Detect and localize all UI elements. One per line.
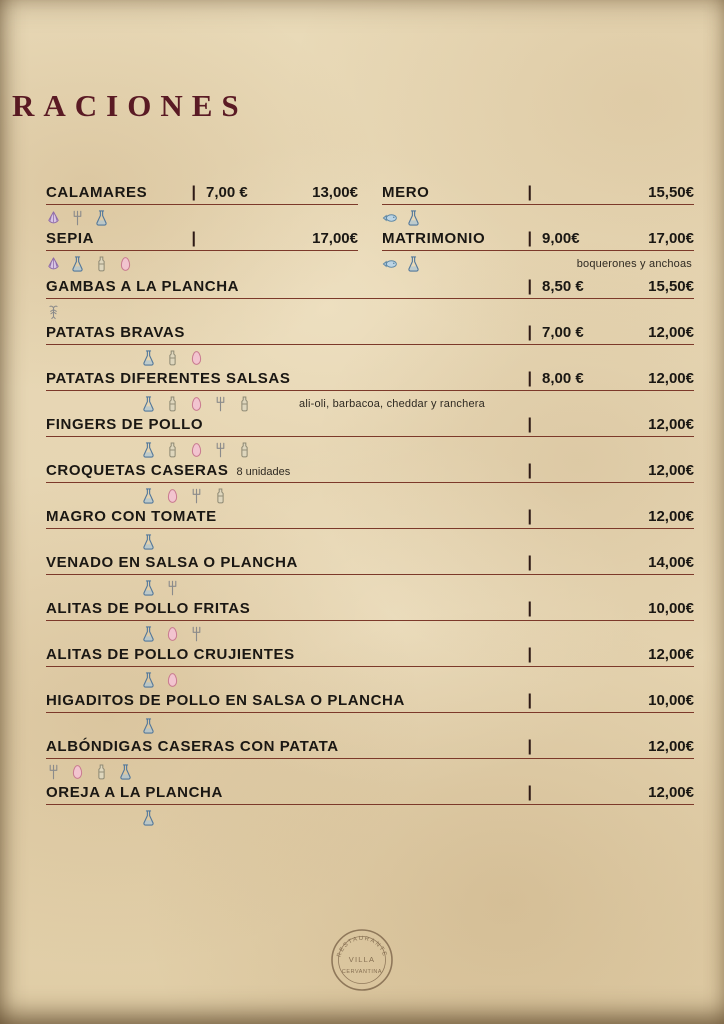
item-prices bbox=[528, 554, 694, 571]
fork-icon bbox=[189, 487, 204, 505]
menu-item bbox=[46, 784, 694, 827]
underline-rule bbox=[46, 482, 694, 483]
price-separator: | bbox=[527, 324, 532, 341]
shell-icon bbox=[46, 255, 61, 273]
egg-icon bbox=[165, 487, 180, 505]
allergen-icons bbox=[382, 254, 694, 273]
item-line bbox=[46, 784, 694, 801]
item-name-group bbox=[46, 738, 339, 755]
price-full: 12,00€ bbox=[648, 324, 694, 341]
item-name: MERO bbox=[382, 184, 430, 201]
underline-rule bbox=[46, 574, 694, 575]
stamp-text-bottom: CERVANTINA bbox=[341, 969, 383, 975]
flask-icon bbox=[118, 763, 133, 781]
flask-icon bbox=[406, 209, 421, 227]
item-prices bbox=[528, 462, 694, 479]
menu-item bbox=[46, 646, 694, 689]
fork-icon bbox=[213, 441, 228, 459]
item-prices bbox=[528, 324, 694, 341]
egg-icon bbox=[118, 255, 133, 273]
item-name-group bbox=[46, 646, 295, 663]
price-separator: | bbox=[527, 646, 532, 663]
item-line bbox=[46, 508, 694, 525]
price-full: 17,00€ bbox=[648, 230, 694, 247]
item-name-group bbox=[382, 230, 485, 247]
item-line bbox=[46, 646, 694, 663]
menu-item bbox=[46, 184, 358, 227]
item-prices bbox=[192, 230, 358, 247]
page-title: RACIONES bbox=[12, 88, 248, 123]
price-full: 15,50€ bbox=[648, 184, 694, 201]
flask-icon bbox=[406, 255, 421, 273]
item-name-group bbox=[46, 230, 94, 247]
item-name: ALITAS DE POLLO CRUJIENTES bbox=[46, 646, 295, 663]
item-name: CALAMARES bbox=[46, 184, 148, 201]
flask-icon bbox=[70, 255, 85, 273]
item-line bbox=[46, 370, 694, 387]
item-unit-note: 8 unidades bbox=[236, 466, 291, 478]
egg-icon bbox=[165, 625, 180, 643]
bottle-icon bbox=[237, 395, 252, 413]
price-separator: | bbox=[527, 230, 532, 247]
item-note: ali-oli, barbacoa, cheddar y ranchera bbox=[299, 397, 485, 410]
price-full: 10,00€ bbox=[648, 692, 694, 709]
menu-item bbox=[382, 230, 694, 273]
item-name-group bbox=[46, 784, 223, 801]
bottle-icon bbox=[165, 349, 180, 367]
flask-icon bbox=[141, 395, 156, 413]
egg-icon bbox=[189, 349, 204, 367]
item-name-group bbox=[46, 184, 147, 201]
allergen-icons bbox=[46, 578, 694, 597]
allergen-icons bbox=[46, 394, 694, 413]
item-line bbox=[46, 230, 358, 247]
item-name: PATATAS DIFERENTES SALSAS bbox=[46, 370, 291, 387]
menu-item bbox=[46, 370, 694, 413]
item-prices bbox=[528, 278, 694, 295]
item-prices bbox=[528, 600, 694, 617]
item-name: SEPIA bbox=[46, 230, 95, 247]
underline-rule bbox=[382, 204, 694, 205]
item-prices bbox=[528, 184, 694, 201]
menu-item bbox=[46, 230, 358, 273]
allergen-icons bbox=[46, 348, 694, 367]
price-separator: | bbox=[527, 600, 532, 617]
underline-rule bbox=[46, 344, 694, 345]
item-name: FINGERS DE POLLO bbox=[46, 416, 204, 433]
price-separator: | bbox=[191, 230, 196, 247]
lobster-icon bbox=[46, 303, 61, 321]
price-full: 12,00€ bbox=[648, 508, 694, 525]
price-half: 7,00 € bbox=[542, 324, 584, 341]
underline-rule bbox=[46, 250, 358, 251]
flask-icon bbox=[141, 349, 156, 367]
item-line bbox=[46, 184, 358, 201]
restaurant-stamp bbox=[330, 928, 394, 997]
egg-icon bbox=[189, 441, 204, 459]
price-full: 17,00€ bbox=[312, 230, 358, 247]
item-name-group bbox=[46, 692, 405, 709]
underline-rule bbox=[382, 250, 694, 251]
egg-icon bbox=[165, 671, 180, 689]
fork-icon bbox=[70, 209, 85, 227]
menu-content bbox=[0, 184, 724, 827]
underline-rule bbox=[46, 804, 694, 805]
menu-item bbox=[46, 600, 694, 643]
flask-icon bbox=[141, 625, 156, 643]
item-name: VENADO EN SALSA O PLANCHA bbox=[46, 554, 298, 571]
menu-column-left bbox=[46, 184, 358, 276]
underline-rule bbox=[46, 758, 694, 759]
price-full: 12,00€ bbox=[648, 738, 694, 755]
underline-rule bbox=[46, 528, 694, 529]
menu-item bbox=[46, 462, 694, 505]
fish-icon bbox=[382, 209, 397, 227]
item-line bbox=[382, 184, 694, 201]
fork-icon bbox=[189, 625, 204, 643]
menu-item bbox=[46, 738, 694, 781]
egg-icon bbox=[189, 395, 204, 413]
item-prices bbox=[528, 230, 694, 247]
price-separator: | bbox=[191, 184, 196, 201]
item-prices bbox=[528, 370, 694, 387]
item-name: MATRIMONIO bbox=[382, 230, 486, 247]
flask-icon bbox=[141, 671, 156, 689]
stamp-text-top: RESTAURANTE bbox=[336, 935, 388, 959]
allergen-icons bbox=[46, 208, 358, 227]
underline-rule bbox=[46, 620, 694, 621]
item-name-group bbox=[46, 462, 290, 479]
fork-icon bbox=[165, 579, 180, 597]
item-prices bbox=[528, 416, 694, 433]
item-line bbox=[46, 600, 694, 617]
allergen-icons bbox=[46, 440, 694, 459]
item-note: boquerones y anchoas bbox=[576, 257, 692, 270]
underline-rule bbox=[46, 666, 694, 667]
item-prices bbox=[528, 738, 694, 755]
item-name: MAGRO CON TOMATE bbox=[46, 508, 217, 525]
menu-item bbox=[46, 508, 694, 551]
underline-rule bbox=[46, 436, 694, 437]
price-half: 8,50 € bbox=[542, 278, 584, 295]
underline-rule bbox=[46, 712, 694, 713]
item-name-group bbox=[46, 554, 298, 571]
item-line bbox=[46, 554, 694, 571]
price-half: 7,00 € bbox=[206, 184, 248, 201]
menu-item bbox=[46, 324, 694, 367]
menu-list bbox=[46, 278, 694, 827]
menu-item bbox=[46, 554, 694, 597]
fork-icon bbox=[46, 763, 61, 781]
item-name-group bbox=[46, 416, 203, 433]
item-name: ALBÓNDIGAS CASERAS CON PATATA bbox=[46, 738, 339, 755]
allergen-icons bbox=[46, 624, 694, 643]
menu-item bbox=[46, 278, 694, 321]
price-full: 12,00€ bbox=[648, 462, 694, 479]
shell-icon bbox=[46, 209, 61, 227]
price-full: 10,00€ bbox=[648, 600, 694, 617]
allergen-icons bbox=[46, 532, 694, 551]
price-separator: | bbox=[527, 738, 532, 755]
menu-item bbox=[46, 416, 694, 459]
flask-icon bbox=[141, 487, 156, 505]
menu-item bbox=[46, 692, 694, 735]
allergen-icons bbox=[46, 302, 694, 321]
bottle-icon bbox=[165, 441, 180, 459]
bottle-icon bbox=[94, 255, 109, 273]
price-separator: | bbox=[527, 416, 532, 433]
item-prices bbox=[192, 184, 358, 201]
item-prices bbox=[528, 646, 694, 663]
allergen-icons bbox=[46, 808, 694, 827]
menu-item bbox=[382, 184, 694, 227]
underline-rule bbox=[46, 298, 694, 299]
item-name-group bbox=[46, 278, 239, 295]
price-half: 9,00€ bbox=[542, 230, 580, 247]
stamp-circle-icon bbox=[330, 928, 394, 992]
allergen-icons bbox=[46, 254, 358, 273]
allergen-icons bbox=[46, 762, 694, 781]
bottle-icon bbox=[237, 441, 252, 459]
price-full: 13,00€ bbox=[312, 184, 358, 201]
fish-icon bbox=[382, 255, 397, 273]
price-full: 15,50€ bbox=[648, 278, 694, 295]
item-prices bbox=[528, 692, 694, 709]
item-line bbox=[46, 738, 694, 755]
item-line bbox=[46, 278, 694, 295]
price-separator: | bbox=[527, 278, 532, 295]
allergen-icons bbox=[46, 670, 694, 689]
fork-icon bbox=[213, 395, 228, 413]
item-name-group bbox=[46, 600, 250, 617]
item-name: OREJA A LA PLANCHA bbox=[46, 784, 223, 801]
bottle-icon bbox=[213, 487, 228, 505]
menu-column-right bbox=[382, 184, 694, 276]
item-name-group bbox=[382, 184, 429, 201]
flask-icon bbox=[94, 209, 109, 227]
item-line bbox=[382, 230, 694, 247]
allergen-icons bbox=[46, 716, 694, 735]
underline-rule bbox=[46, 204, 358, 205]
price-half: 8,00 € bbox=[542, 370, 584, 387]
bottle-icon bbox=[94, 763, 109, 781]
item-name-group bbox=[46, 324, 185, 341]
price-separator: | bbox=[527, 784, 532, 801]
bottle-icon bbox=[165, 395, 180, 413]
item-name: HIGADITOS DE POLLO EN SALSA O PLANCHA bbox=[46, 692, 405, 709]
flask-icon bbox=[141, 533, 156, 551]
price-full: 12,00€ bbox=[648, 646, 694, 663]
price-full: 14,00€ bbox=[648, 554, 694, 571]
allergen-icons bbox=[46, 486, 694, 505]
flask-icon bbox=[141, 809, 156, 827]
item-name: CROQUETAS CASERAS bbox=[46, 462, 229, 479]
price-separator: | bbox=[527, 554, 532, 571]
underline-rule bbox=[46, 390, 694, 391]
flask-icon bbox=[141, 717, 156, 735]
price-separator: | bbox=[527, 184, 532, 201]
top-two-column-section bbox=[46, 184, 694, 276]
item-name-group bbox=[46, 370, 290, 387]
item-line bbox=[46, 692, 694, 709]
item-line bbox=[46, 416, 694, 433]
item-prices bbox=[528, 784, 694, 801]
item-name: PATATAS BRAVAS bbox=[46, 324, 185, 341]
allergen-icons bbox=[382, 208, 694, 227]
price-separator: | bbox=[527, 370, 532, 387]
price-full: 12,00€ bbox=[648, 784, 694, 801]
price-separator: | bbox=[527, 508, 532, 525]
flask-icon bbox=[141, 579, 156, 597]
stamp-text-middle: VILLA bbox=[348, 955, 376, 964]
flask-icon bbox=[141, 441, 156, 459]
item-line bbox=[46, 324, 694, 341]
price-full: 12,00€ bbox=[648, 370, 694, 387]
price-separator: | bbox=[527, 462, 532, 479]
price-separator: | bbox=[527, 692, 532, 709]
item-name-group bbox=[46, 508, 217, 525]
egg-icon bbox=[70, 763, 85, 781]
item-prices bbox=[528, 508, 694, 525]
item-name: GAMBAS A LA PLANCHA bbox=[46, 278, 240, 295]
price-full: 12,00€ bbox=[648, 416, 694, 433]
item-line bbox=[46, 462, 694, 479]
item-name: ALITAS DE POLLO FRITAS bbox=[46, 600, 251, 617]
